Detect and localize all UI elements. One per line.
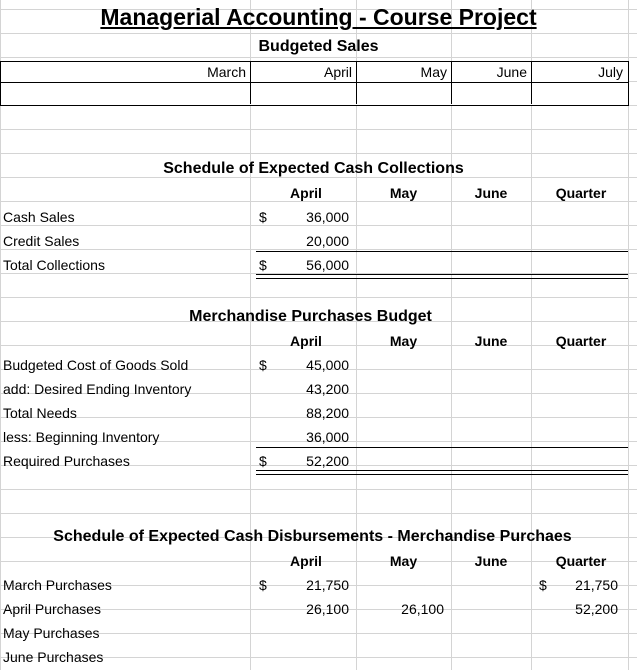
pb-row-dollar: $ xyxy=(259,357,267,373)
pb-col-may: May xyxy=(389,333,418,349)
subtotal-rule xyxy=(256,251,628,252)
cc-row-label: Cash Sales xyxy=(3,209,75,225)
cd-col-june: June xyxy=(474,553,508,569)
purchases-budget-heading: Merchandise Purchases Budget xyxy=(189,308,432,325)
pb-row-dollar: $ xyxy=(259,453,267,469)
cd-row-dollar: $ xyxy=(259,577,267,593)
cd-row-april: 21,750 xyxy=(306,577,349,593)
col-divider xyxy=(250,61,251,104)
page-title: Managerial Accounting - Course Project xyxy=(100,4,537,30)
cd-row-quarter-dollar: $ xyxy=(539,577,547,593)
cc-row-label: Total Collections xyxy=(3,257,105,273)
sales-month-april: April xyxy=(323,64,352,80)
cc-row-april: 20,000 xyxy=(306,233,349,249)
cd-row-label: June Purchases xyxy=(3,649,104,665)
cc-row-dollar: $ xyxy=(259,257,267,273)
cd-col-may: May xyxy=(389,553,418,569)
pb-row-april: 45,000 xyxy=(306,357,349,373)
pb-row-label: less: Beginning Inventory xyxy=(3,429,160,445)
cd-col-quarter: Quarter xyxy=(555,553,607,569)
cd-row-label: May Purchases xyxy=(3,625,100,641)
total-double-rule xyxy=(256,470,628,475)
cc-row-april: 36,000 xyxy=(306,209,349,225)
sales-month-june: June xyxy=(496,64,527,80)
cash-collections-heading: Schedule of Expected Cash Collections xyxy=(163,160,464,177)
cc-row-dollar: $ xyxy=(259,209,267,225)
sales-month-july: July xyxy=(598,64,623,80)
cc-row-label: Credit Sales xyxy=(3,233,80,249)
cc-col-may: May xyxy=(389,185,418,201)
grid-row-line xyxy=(0,153,637,154)
pb-row-april: 36,000 xyxy=(306,429,349,445)
pb-col-april: April xyxy=(290,333,322,349)
pb-row-label: Required Purchases xyxy=(3,453,130,469)
table-divider xyxy=(0,82,628,83)
cc-col-june: June xyxy=(474,185,508,201)
subtotal-rule xyxy=(256,447,628,448)
grid-row-line xyxy=(0,33,637,34)
grid-row-line xyxy=(0,513,637,514)
cd-row-quarter: 52,200 xyxy=(575,601,618,617)
pb-row-label: Total Needs xyxy=(3,405,77,421)
grid-row-line xyxy=(0,57,637,58)
pb-row-april: 43,200 xyxy=(306,381,349,397)
budgeted-sales-heading: Budgeted Sales xyxy=(258,38,379,55)
pb-col-june: June xyxy=(474,333,508,349)
pb-row-april: 88,200 xyxy=(306,405,349,421)
pb-col-quarter: Quarter xyxy=(555,333,607,349)
pb-row-april: 52,200 xyxy=(306,453,349,469)
cc-row-april: 56,000 xyxy=(306,257,349,273)
sales-month-may: May xyxy=(420,64,447,80)
cc-col-quarter: Quarter xyxy=(555,185,607,201)
grid-row-line xyxy=(0,129,637,130)
cd-row-may: 26,100 xyxy=(401,601,444,617)
cd-col-april: April xyxy=(290,553,322,569)
disbursements-heading: Schedule of Expected Cash Disbursements - Merchandise Purchaes xyxy=(53,528,572,545)
pb-row-label: Budgeted Cost of Goods Sold xyxy=(3,357,189,373)
sales-month-march: March xyxy=(207,64,246,80)
grid-row-line xyxy=(0,297,637,298)
cd-row-april: 26,100 xyxy=(306,601,349,617)
total-double-rule xyxy=(256,274,628,279)
pb-row-label: add: Desired Ending Inventory xyxy=(3,381,192,397)
cd-row-quarter: 21,750 xyxy=(575,577,618,593)
cd-row-label: March Purchases xyxy=(3,577,112,593)
grid-row-line xyxy=(0,489,637,490)
cc-col-april: April xyxy=(290,185,322,201)
cd-row-label: April Purchases xyxy=(3,601,102,617)
